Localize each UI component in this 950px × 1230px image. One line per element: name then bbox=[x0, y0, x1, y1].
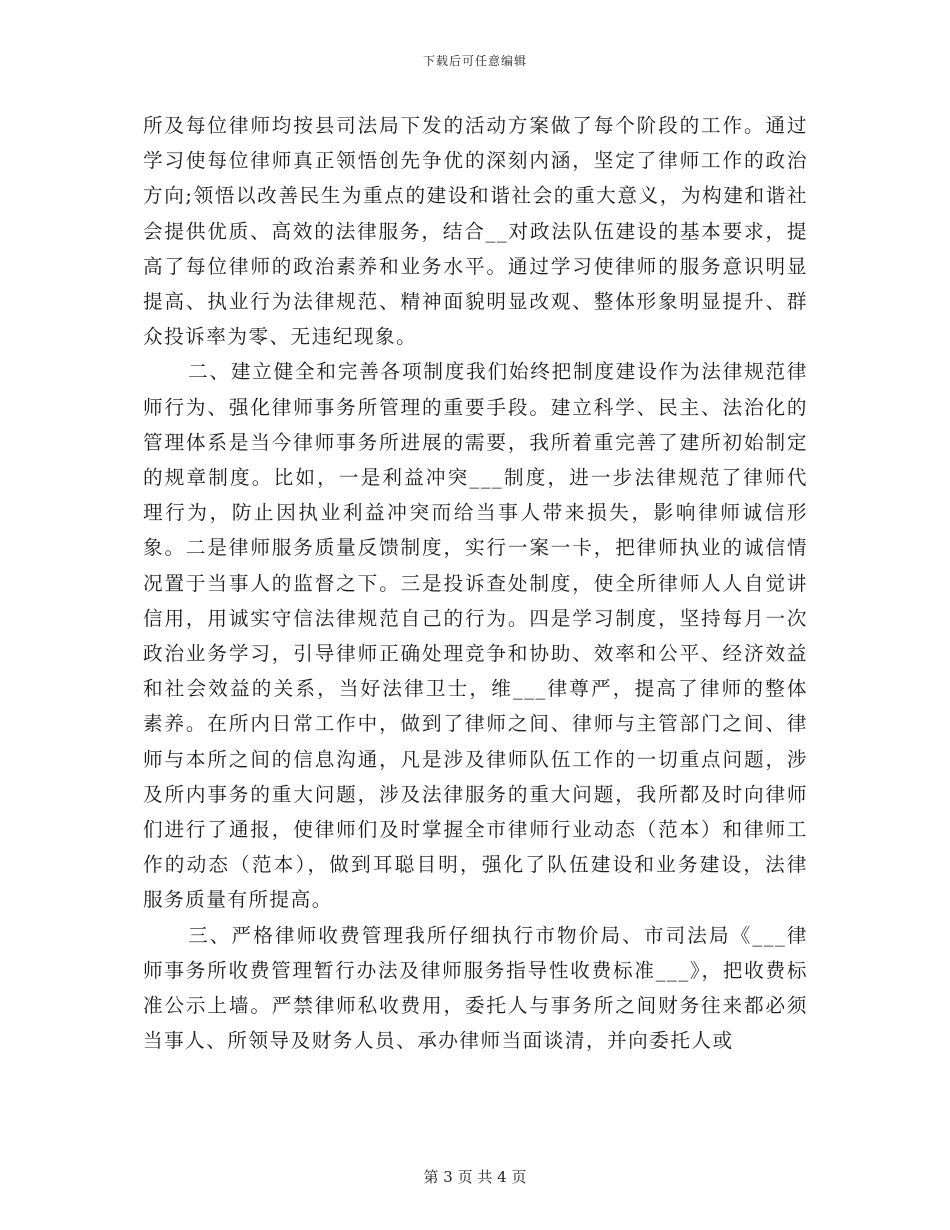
page-number: 第 3 页 共 4 页 bbox=[423, 1168, 527, 1186]
paragraph-section-three: 三、严格律师收费管理我所仔细执行市物价局、市司法局《___律师事务所收费管理暂行办法及律师服务指导性收费标准___》，把收费标准公示上墙。严禁律师私收费用，委托人与事务所之间财务往来都必须当事人、所领导及财务人员、承办律师当面谈清，并向委托人或 bbox=[143, 923, 808, 1053]
page-header-note: 下载后可任意编辑 bbox=[422, 54, 527, 68]
paragraph-continuation: 所及每位律师均按县司法局下发的活动方案做了每个阶段的工作。通过学习使每位律师真正领悟创先争优的深刻内涵，坚定了律师工作的政治方向;领悟以改善民生为重点的建设和谐社会的重大意义，为构建和谐社会提供优质、高效的法律服务，结合__对政法队伍建设的基本要求，提高了每位律师的政治素养和业务水平。通过学习使律师的服务意识明显提高、执业行为法律规范、精神面貌明显改观、整体形象明显提升、群众投诉率为零、无违纪现象。 bbox=[143, 114, 808, 349]
document-body bbox=[143, 108, 808, 1058]
paragraph-section-two: 二、建立健全和完善各项制度我们始终把制度建设作为法律规范律师行为、强化律师事务所管理的重要手段。建立科学、民主、法治化的管理体系是当今律师事务所进展的需要，我所着重完善了建所初始制定的规章制度。比如，一是利益冲突___制度，进一步法律规范了律师代理行为，防止因执业利益冲突而给当事人带来损失，影响律师诚信形象。二是律师服务质量反馈制度，实行一案一卡，把律师执业的诚信情况置于当事人的监督之下。三是投诉查处制度，使全所律师人人自觉讲信用，用诚实守信法律规范自己的行为。四是学习制度，坚持每月一次政治业务学习，引导律师正确处理竞争和协助、效率和公平、经济效益和社会效益的关系，当好法律卫士，维___律尊严，提高了律师的整体素养。在所内日常工作中，做到了律师之间、律师与主管部门之间、律师与本所之间的信息沟通，凡是涉及律师队伍工作的一切重点问题，涉及所内事务的重大问题，涉及法律服务的重大问题，我所都及时向律师们进行了通报，使律师们及时掌握全市律师行业动态（范本）和律师工作的动态（范本），做到耳聪目明，强化了队伍建设和业务建设，法律服务质量有所提高。 bbox=[143, 360, 808, 912]
